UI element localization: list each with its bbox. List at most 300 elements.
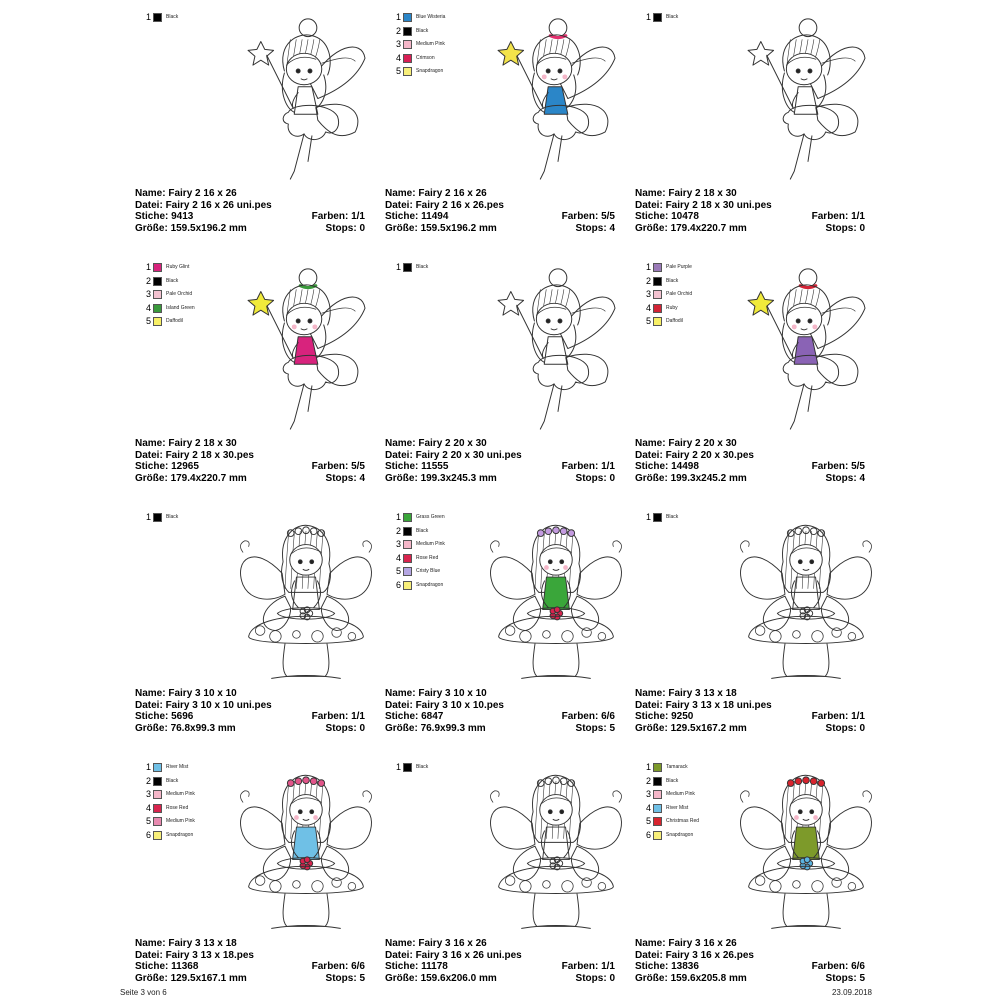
stitch-count: 10478 xyxy=(671,211,699,222)
flower-crown xyxy=(803,777,810,784)
color-swatch xyxy=(653,513,662,522)
stop-count-label: Stops: xyxy=(325,472,357,484)
color-count-label: Farben: xyxy=(311,461,349,472)
mushroom-stem xyxy=(783,894,829,926)
legend-number: 4 xyxy=(395,552,401,563)
legend-number: 1 xyxy=(645,262,651,272)
color-swatch xyxy=(403,263,412,272)
color-count-label: Farben: xyxy=(811,211,849,222)
design-file-line xyxy=(385,950,615,962)
thread-name: Black xyxy=(416,764,429,770)
stitch-count: 6847 xyxy=(421,711,444,722)
design-name-label: Name: xyxy=(635,438,666,449)
hair-bun xyxy=(799,269,817,287)
thread-name: Snapdragon xyxy=(666,831,694,838)
flower-crown xyxy=(318,530,325,537)
design-name-line xyxy=(385,188,615,200)
color-swatch xyxy=(403,763,412,772)
design-name-line xyxy=(135,188,365,200)
cap-spot xyxy=(505,626,515,636)
hair-bun xyxy=(549,19,567,37)
design-file: Fairy 3 10 x 10.pes xyxy=(415,699,504,711)
legend-number: 5 xyxy=(145,316,151,326)
color-swatch xyxy=(153,790,162,799)
legend-number: 4 xyxy=(645,302,651,313)
color-count: 6/6 xyxy=(601,711,615,722)
color-count-group xyxy=(562,461,615,473)
design-size: 159.6x206.0 mm xyxy=(420,972,497,984)
design-file: Fairy 3 13 x 18.pes xyxy=(165,949,254,961)
flower-crown xyxy=(295,528,302,535)
eye xyxy=(546,319,550,323)
fairy-with-wand-illustration xyxy=(473,264,643,436)
mushroom-stem xyxy=(533,894,579,926)
ground xyxy=(772,675,841,678)
design-info xyxy=(135,438,365,484)
design-cell xyxy=(135,262,393,502)
legend-number: 5 xyxy=(645,816,651,826)
leg xyxy=(540,384,554,429)
cap-spot xyxy=(582,628,592,638)
design-name: Fairy 2 18 x 30 xyxy=(668,188,737,199)
flower-crown xyxy=(303,777,310,784)
color-count-label: Farben: xyxy=(561,211,599,222)
design-file-label: Datei: xyxy=(135,199,163,211)
legend-number: 4 xyxy=(645,802,651,813)
legend-number: 1 xyxy=(145,262,151,272)
stop-count-group xyxy=(826,973,865,985)
mushroom-stem xyxy=(783,644,829,676)
design-size-label: Größe: xyxy=(135,972,168,984)
color-swatch xyxy=(653,304,662,313)
flower-crown xyxy=(560,778,567,785)
color-swatch xyxy=(153,277,162,286)
color-count-group xyxy=(812,211,865,223)
color-count: 1/1 xyxy=(851,211,865,222)
color-swatch xyxy=(153,290,162,299)
swirl xyxy=(613,541,622,552)
legend-number: 4 xyxy=(145,302,151,313)
legend-number: 2 xyxy=(645,775,651,786)
thread-name: Black xyxy=(416,527,429,534)
color-swatch xyxy=(653,277,662,286)
legend-number: 2 xyxy=(395,525,401,536)
cap-spot xyxy=(312,631,323,642)
cap-spot xyxy=(312,881,323,892)
swirl xyxy=(240,541,249,552)
design-name-line xyxy=(385,438,615,450)
cap-spot xyxy=(755,876,765,886)
cap-spot xyxy=(582,878,592,888)
thread-name: Medium Pink xyxy=(666,791,695,797)
swirl xyxy=(363,541,372,552)
design-cell xyxy=(385,512,643,752)
eye xyxy=(548,810,552,814)
design-size-line xyxy=(385,223,615,235)
swirl xyxy=(740,791,749,802)
thread-name: Black xyxy=(666,14,679,20)
legend-number: 1 xyxy=(145,12,151,22)
flower-crown xyxy=(310,528,317,535)
mushroom-cap xyxy=(499,866,614,893)
color-swatch xyxy=(653,263,662,272)
color-swatch xyxy=(403,581,412,590)
color-swatch xyxy=(403,54,412,63)
color-count: 1/1 xyxy=(601,961,615,972)
eye xyxy=(798,560,802,564)
wing xyxy=(327,557,371,599)
eye xyxy=(798,810,802,814)
ground xyxy=(272,925,341,928)
thread-name: Black xyxy=(666,277,679,284)
mushroom-cap xyxy=(499,616,614,643)
eye xyxy=(296,69,300,73)
stop-count: 4 xyxy=(859,472,865,484)
design-size: 76.8x99.3 mm xyxy=(170,722,236,734)
design-info xyxy=(635,188,865,234)
flower-crown xyxy=(787,780,794,787)
lap-flower xyxy=(554,607,560,613)
legend-number: 2 xyxy=(145,275,151,286)
leg xyxy=(308,386,312,412)
swirl xyxy=(863,541,872,552)
thread-name: Christmas Red xyxy=(666,818,700,824)
design-info xyxy=(385,188,615,234)
eye xyxy=(560,560,564,564)
stop-count: 0 xyxy=(609,472,615,484)
stitch-count-line xyxy=(635,961,865,973)
fairy-on-mushroom-illustration xyxy=(721,764,891,936)
cap-spot xyxy=(270,881,281,892)
design-file: Fairy 2 16 x 26 uni.pes xyxy=(165,199,272,211)
design-cell xyxy=(385,12,643,252)
eye xyxy=(808,319,812,323)
flower-crown xyxy=(810,778,817,785)
legend-number: 3 xyxy=(645,289,651,299)
color-swatch xyxy=(653,817,662,826)
design-name-line xyxy=(385,938,615,950)
thread-name: River Mist xyxy=(166,764,189,770)
color-swatch xyxy=(403,40,412,49)
legend-number: 2 xyxy=(395,25,401,36)
leg xyxy=(790,384,804,429)
color-count-group xyxy=(312,461,365,473)
design-file-line xyxy=(635,200,865,212)
color-count-group xyxy=(312,961,365,973)
flower-crown xyxy=(310,778,317,785)
design-info xyxy=(635,688,865,734)
color-swatch xyxy=(403,540,412,549)
cap-spot xyxy=(848,632,856,640)
design-cell xyxy=(385,262,643,502)
wing xyxy=(241,557,285,599)
legend-number: 1 xyxy=(395,512,401,522)
thread-name: Black xyxy=(666,777,679,784)
stop-count-label: Stops: xyxy=(575,472,607,484)
flower-crown xyxy=(568,780,575,787)
stop-count: 0 xyxy=(359,222,365,234)
stop-count: 0 xyxy=(359,722,365,734)
thread-name: Pale Purple xyxy=(666,264,692,270)
fairy-on-mushroom-illustration xyxy=(471,764,641,936)
design-cell xyxy=(635,12,893,252)
leg xyxy=(540,134,554,179)
cap-spot xyxy=(520,881,531,892)
flower-crown xyxy=(537,530,544,537)
design-size: 159.5x196.2 mm xyxy=(170,222,247,234)
swirl xyxy=(490,541,499,552)
color-count: 6/6 xyxy=(351,961,365,972)
color-count-group xyxy=(312,711,365,723)
color-swatch xyxy=(403,13,412,22)
design-size-line xyxy=(635,223,865,235)
design-size-line xyxy=(135,223,365,235)
mushroom-cap xyxy=(749,866,864,893)
color-swatch xyxy=(403,513,412,522)
color-count: 5/5 xyxy=(601,211,615,222)
thread-name: Island Green xyxy=(166,304,195,311)
design-name-label: Name: xyxy=(385,438,416,449)
design-size-label: Größe: xyxy=(135,472,168,484)
dress xyxy=(293,827,320,859)
design-cell xyxy=(385,762,643,1002)
design-size-line xyxy=(385,973,615,985)
color-count-group xyxy=(812,961,865,973)
wing xyxy=(816,354,858,385)
eye xyxy=(560,810,564,814)
design-name-label: Name: xyxy=(385,188,416,199)
eye xyxy=(296,319,300,323)
design-size-label: Größe: xyxy=(135,222,168,234)
legend-number: 2 xyxy=(645,275,651,286)
design-info xyxy=(635,938,865,984)
fairy-with-wand-illustration xyxy=(473,14,643,186)
design-file-label: Datei: xyxy=(385,199,413,211)
legend-number: 1 xyxy=(645,12,651,22)
wing xyxy=(577,557,621,599)
design-file-line xyxy=(135,200,365,212)
color-swatch xyxy=(153,804,162,813)
hair-bun xyxy=(549,269,567,287)
design-file-line xyxy=(635,700,865,712)
legend-number: 1 xyxy=(145,762,151,772)
color-swatch xyxy=(153,513,162,522)
stop-count-label: Stops: xyxy=(825,722,857,734)
eye xyxy=(558,69,562,73)
thread-name: Daffodil xyxy=(166,318,183,324)
color-count-label: Farben: xyxy=(561,711,599,722)
legend-number: 2 xyxy=(145,775,151,786)
design-size: 129.5x167.2 mm xyxy=(670,722,747,734)
design-name-label: Name: xyxy=(385,938,416,949)
cap-spot xyxy=(505,876,515,886)
design-file: Fairy 2 20 x 30 uni.pes xyxy=(415,449,522,461)
stop-count-group xyxy=(826,723,865,735)
legend-number: 3 xyxy=(645,789,651,799)
legend-number: 3 xyxy=(145,289,151,299)
design-cell xyxy=(635,262,893,502)
dress xyxy=(543,577,570,609)
leg xyxy=(790,134,804,179)
thread-name: Medium Pink xyxy=(166,791,195,797)
wing xyxy=(241,807,285,849)
thread-name: Black xyxy=(166,14,179,20)
color-swatch xyxy=(653,831,662,840)
color-swatch xyxy=(403,527,412,536)
legend-number: 1 xyxy=(395,262,401,272)
color-count-label: Farben: xyxy=(311,961,349,972)
design-size: 159.5x196.2 mm xyxy=(420,222,497,234)
stitch-count: 11555 xyxy=(421,461,449,472)
stop-count: 5 xyxy=(859,972,865,984)
design-name: Fairy 3 10 x 10 xyxy=(168,688,237,699)
flower-crown xyxy=(560,528,567,535)
design-size-line xyxy=(635,723,865,735)
lap-flower xyxy=(304,857,310,863)
eye xyxy=(298,810,302,814)
design-file-line xyxy=(385,450,615,462)
cap-spot xyxy=(270,631,281,642)
legend-number: 3 xyxy=(145,789,151,799)
design-name-label: Name: xyxy=(635,188,666,199)
cap-spot xyxy=(543,881,551,889)
color-swatch xyxy=(153,304,162,313)
legend-number: 6 xyxy=(645,829,651,840)
stitch-count: 13836 xyxy=(671,961,699,972)
leg xyxy=(558,136,562,162)
ground xyxy=(522,675,591,678)
cap-spot xyxy=(812,631,823,642)
leg xyxy=(290,384,304,429)
leg xyxy=(558,386,562,412)
design-file: Fairy 2 18 x 30 uni.pes xyxy=(665,199,772,211)
design-info xyxy=(385,688,615,734)
color-swatch xyxy=(653,763,662,772)
leg xyxy=(290,134,304,179)
legend-number: 6 xyxy=(395,579,401,590)
wing xyxy=(741,807,785,849)
stitch-count: 5696 xyxy=(171,711,194,722)
legend-number: 1 xyxy=(645,762,651,772)
stop-count-group xyxy=(576,223,615,235)
design-info xyxy=(135,188,365,234)
stop-count-group xyxy=(576,473,615,485)
stitch-count-line xyxy=(635,461,865,473)
stop-count-label: Stops: xyxy=(325,722,357,734)
design-file-label: Datei: xyxy=(635,449,663,461)
cap-spot xyxy=(348,882,356,890)
wing xyxy=(827,807,871,849)
stop-count-group xyxy=(576,723,615,735)
stitch-count: 9250 xyxy=(671,711,694,722)
legend-number: 5 xyxy=(645,316,651,326)
eye xyxy=(808,69,812,73)
stop-count-group xyxy=(576,973,615,985)
design-cell xyxy=(135,512,393,752)
legend-number: 5 xyxy=(145,816,151,826)
design-info xyxy=(635,438,865,484)
legend-number: 1 xyxy=(395,12,401,22)
wing xyxy=(827,557,871,599)
stitch-count-label: Stiche: xyxy=(135,211,169,222)
stitch-count-line xyxy=(135,961,365,973)
design-size-line xyxy=(135,473,365,485)
stop-count-label: Stops: xyxy=(575,972,607,984)
design-file-line xyxy=(635,450,865,462)
eye xyxy=(558,319,562,323)
stitch-count-label: Stiche: xyxy=(635,711,669,722)
fairy-with-wand-illustration xyxy=(223,14,393,186)
color-count-label: Farben: xyxy=(311,711,349,722)
design-name: Fairy 2 16 x 26 xyxy=(418,188,487,199)
stitch-count-label: Stiche: xyxy=(385,211,419,222)
color-count-label: Farben: xyxy=(311,211,349,222)
stitch-count-label: Stiche: xyxy=(385,461,419,472)
color-count-group xyxy=(562,211,615,223)
flower-crown xyxy=(795,528,802,535)
color-swatch xyxy=(153,777,162,786)
legend-number: 4 xyxy=(145,802,151,813)
stitch-count: 11178 xyxy=(421,961,448,972)
design-file-label: Datei: xyxy=(385,699,413,711)
design-name: Fairy 2 20 x 30 xyxy=(668,438,737,449)
design-cell xyxy=(635,512,893,752)
thread-name: Black xyxy=(166,777,179,784)
design-file-line xyxy=(135,950,365,962)
design-size-line xyxy=(135,973,365,985)
thread-name: Cristy Blue xyxy=(416,568,441,574)
thread-name: Snapdragon xyxy=(416,581,444,588)
design-size-label: Größe: xyxy=(635,472,668,484)
thread-name: Ruby xyxy=(666,304,678,311)
flower-crown xyxy=(568,530,575,537)
color-count-label: Farben: xyxy=(811,461,849,472)
design-size: 129.5x167.1 mm xyxy=(170,972,247,984)
wing xyxy=(316,104,358,135)
design-info xyxy=(135,938,365,984)
design-name: Fairy 3 13 x 18 xyxy=(668,688,737,699)
flower-crown xyxy=(295,778,302,785)
swirl xyxy=(490,791,499,802)
design-name: Fairy 2 20 x 30 xyxy=(418,438,487,449)
design-file-line xyxy=(385,200,615,212)
cap-spot xyxy=(793,881,801,889)
design-size: 159.6x205.8 mm xyxy=(670,972,747,984)
color-swatch xyxy=(403,67,412,76)
cap-spot xyxy=(832,878,842,888)
stitch-count-label: Stiche: xyxy=(385,961,419,972)
color-count-label: Farben: xyxy=(811,961,849,972)
color-swatch xyxy=(653,777,662,786)
design-name-line xyxy=(635,938,865,950)
stitch-count-line xyxy=(635,211,865,223)
thread-name: Rose Red xyxy=(166,804,189,811)
cap-spot xyxy=(812,881,823,892)
color-count: 5/5 xyxy=(351,461,365,472)
thread-name: Grass Green xyxy=(416,514,445,520)
thread-name: Pale Orchid xyxy=(166,291,193,297)
color-swatch xyxy=(153,263,162,272)
design-cell xyxy=(635,762,893,1002)
design-info xyxy=(385,438,615,484)
stitch-count-line xyxy=(385,711,615,723)
cap-spot xyxy=(848,882,856,890)
fairy-with-wand-illustration xyxy=(723,264,893,436)
design-info xyxy=(135,688,365,734)
stop-count-label: Stops: xyxy=(325,972,357,984)
design-size-label: Größe: xyxy=(385,472,418,484)
stitch-count-label: Stiche: xyxy=(385,711,419,722)
